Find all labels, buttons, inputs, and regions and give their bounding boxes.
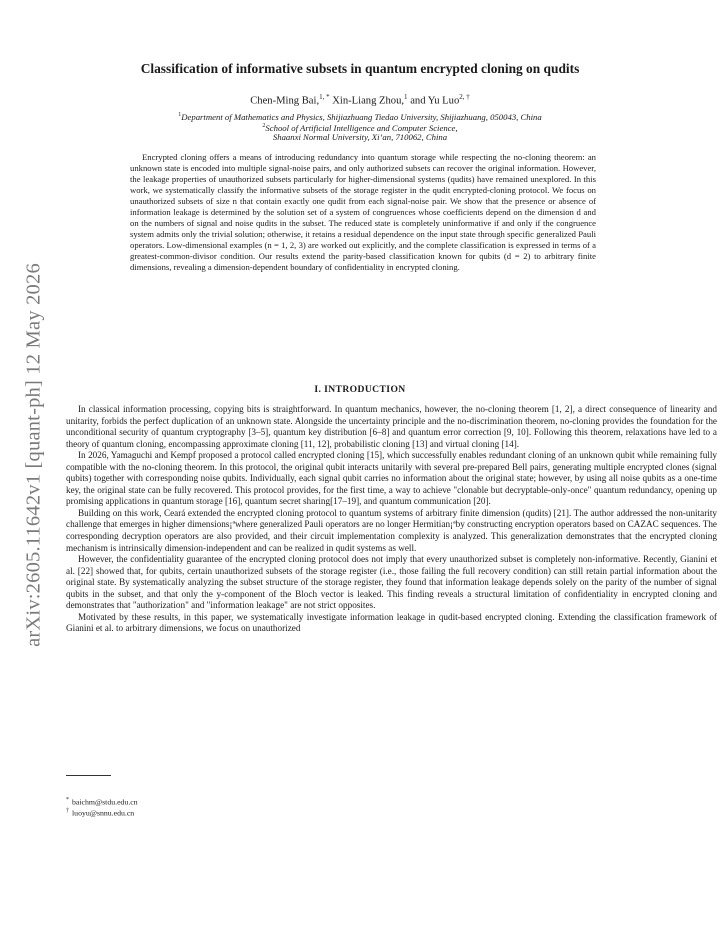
paragraph: In classical information processing, copying bits is straightforward. In quantum mechanics, however, the no-cloning theorem [1, 2], a direct consequence of linearity and unitarity, forbids the perfect duplication of an unknown state. Alongside the uncertainty principle and the no-discrimination theorem, no-cloning provides the foundation for the unconditional security of quantum cryptography [3–5], quantum key distribution [6–8] and quantum error correction [9, 10]. Following this theorem, relaxations have led to a theory of quantum cloning, encompassing approximate cloning [11, 12], probabilistic cloning [13] and virtual cloning [14]. xyxy=(66,404,717,449)
affiliation-text: Department of Mathematics and Physics, Shijiazhuang Tiedao University, Shijiazhuang, 050043, China xyxy=(181,111,542,122)
author-name: Yu Luo xyxy=(427,95,460,107)
affiliation-text: School of Artificial Intelligence and Computer Science, xyxy=(265,122,458,133)
affiliation-text: Shaanxi Normal University, Xi’an, 710062, China xyxy=(272,132,448,142)
footnote-email: baichm@stdu.edu.cn xyxy=(72,797,138,807)
footnote-mark: † xyxy=(66,808,69,814)
author-name: Chen-Ming Bai, xyxy=(250,95,320,107)
author-list xyxy=(60,93,660,107)
author-affiliation-mark: 1, * xyxy=(319,93,330,101)
footnote-email: luoyu@snnu.edu.cn xyxy=(72,808,135,818)
footnote xyxy=(66,797,138,807)
introduction-body xyxy=(66,404,717,635)
section-heading: I. INTRODUCTION xyxy=(314,384,406,395)
paper-title: Classification of informative subsets in quantum encrypted cloning on qudits xyxy=(140,61,580,76)
author-affiliation-mark: 1 xyxy=(404,93,408,101)
footnote xyxy=(66,808,134,818)
paragraph: In 2026, Yamaguchi and Kempf proposed a protocol called encrypted cloning [15], which successfully enables redundant cloning of an unknown qubit while remaining fully compatible with the no-cloning theorem. In this protocol, the original qubit interacts unitarily with several pre-prepared Bell pairs, generating multiple encrypted clones (signal qubits) together with corresponding noise qubits. Individually, each signal qubit carries no information about the original state; however, by using all noise qubits as a one-time key, the original state can be fully recovered. This protocol provides, for the first time, a way to achieve "clonable but decryptable-only-once" quantum redundancy, opening up promising applications in quantum storage [16], quantum secret sharing[17–19], and quantum communication [20]. xyxy=(66,450,717,507)
paragraph: However, the confidentiality guarantee of the encrypted cloning protocol does not imply that every unauthorized subset is completely non-informative. Recently, Gianini et al. [22] showed that, for qubits, certain unauthorized subsets of the storage register (i.e., those failing the full recovery condition) can still retain partial information about the original state. By systematically analyzing the subset structure of the storage register, they found that information leakage depends solely on the parity of the number of signal qubits in the subset, and that only the y-component of the Bloch vector is leaked. This finding reveals a structural limitation of confidentiality in encrypted cloning and demonstrates that "authorization" and "information leakage" are not strict opposites. xyxy=(66,554,717,611)
paragraph: Motivated by these results, in this paper, we systematically investigate information leakage in qudit-based encrypted cloning. Extending the classification framework of Gianini et al. to arbitrary dimensions, we focus on unauthorized xyxy=(66,611,717,634)
paragraph: Building on this work, Ceará extended the encrypted cloning protocol to quantum systems of arbitrary finite dimension (qudits) [21]. The author addressed the non-unitarity challenge that emerges in higher dimensions¡ªwhere generalized Pauli operators are no longer Hermitian¡ªby constructing encryption operators based on CAZAC sequences. The corresponding decryption operators are also provided, and their circuit implementation complexity is analyzed. This generalization demonstrates that the encrypted cloning mechanism is intrinsically dimension-independent and can be realized in qudit systems as well. xyxy=(66,507,717,553)
arxiv-identifier: arXiv:2605.11642v1 [quant-ph] 12 May 2026 xyxy=(22,263,45,647)
author-conjunction: and xyxy=(410,95,426,107)
footnote-mark: * xyxy=(66,797,69,803)
affiliation-mark: 2 xyxy=(262,123,266,129)
arxiv-sidebar-stamp xyxy=(19,245,49,665)
author-name: Xin-Liang Zhou, xyxy=(332,95,405,107)
abstract: Encrypted cloning offers a means of introducing redundancy into quantum storage while respecting the no-cloning theorem: an unknown state is encoded into multiple signal-noise pairs, and only authorized subsets can recover the original information. However, the leakage properties of unauthorized subsets particularly for higher-dimensional systems (qudits) have remained unexplored. In this work, we systematically classify the informative subsets of the storage register in the qudit encrypted-cloning protocol. We focus on unauthorized subsets of size n that contain exactly one qudit from each signal-noise pair. We show that the presence or absence of information leakage is determined by the solution set of a system of congruences whose coefficients depend on the dimension d and on the numbers of signal and noise qudits in the subset. The reduced state is completely uninformative if and only if the congruence system admits only the trivial solution; otherwise, it retains a residual dependence on the input state through specific generalized Pauli operators. Low-dimensional examples (n = 1, 2, 3) are worked out explicitly, and the complete classification is expressed in terms of a greatest-common-divisor condition. Our results extend the parity-based classification known for qubits (d = 2) to arbitrary finite dimensions, revealing a dimension-dependent boundary of confidentiality in encrypted cloning. xyxy=(130,152,596,273)
author-affiliation-mark: 2, † xyxy=(459,93,470,101)
affiliation-line xyxy=(60,132,660,143)
footnote-divider xyxy=(66,775,111,776)
affiliation-mark: 1 xyxy=(178,112,182,118)
